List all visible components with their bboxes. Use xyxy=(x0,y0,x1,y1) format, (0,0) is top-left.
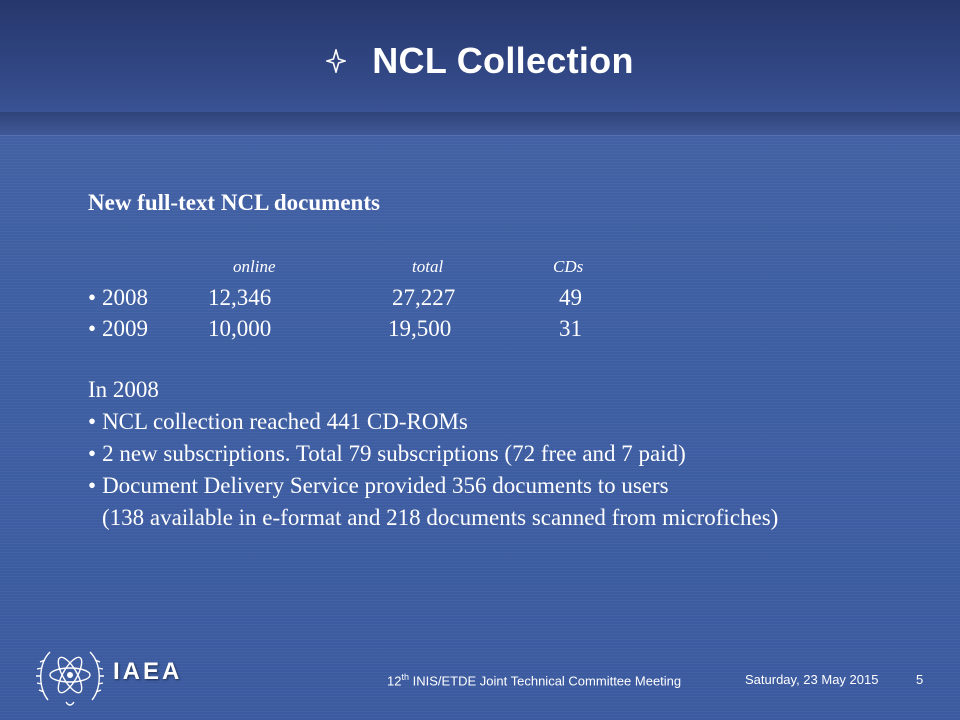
row-bullet: • xyxy=(88,316,97,341)
list-note: (138 available in e-format and 218 documents scanned from microfiches) xyxy=(102,505,779,530)
row-bullet: • xyxy=(88,285,97,310)
footer-meeting-number: 12 xyxy=(387,673,402,689)
row-cds: 31 xyxy=(559,316,582,341)
list-bullet: • xyxy=(88,409,97,434)
list-item xyxy=(88,473,669,499)
list-item-text: NCL collection reached 441 CD-ROMs xyxy=(102,409,468,434)
row-online: 10,000 xyxy=(208,316,272,341)
column-header-online: online xyxy=(233,257,276,276)
slide-title: NCL Collection xyxy=(372,40,634,81)
list-item-text: 2 new subscriptions. Total 79 subscriptions (72 free and 7 paid) xyxy=(102,441,686,466)
footer-meeting-title xyxy=(387,672,681,688)
row-total: 19,500 xyxy=(388,316,452,341)
list-item xyxy=(88,441,686,467)
list-bullet: • xyxy=(88,441,97,466)
title-area xyxy=(0,40,960,100)
row-online: 12,346 xyxy=(208,285,272,310)
footer-meeting-text: INIS/ETDE Joint Technical Committee Meeting xyxy=(408,673,682,689)
subsection-title: In 2008 xyxy=(88,377,159,402)
row-total: 27,227 xyxy=(392,285,456,310)
slide-number: 5 xyxy=(916,672,924,687)
row-cds: 49 xyxy=(559,285,582,310)
footer-meeting-ordinal: th xyxy=(401,672,409,682)
column-header-cds: CDs xyxy=(553,257,584,276)
column-header-total: total xyxy=(412,257,444,276)
row-year: 2009 xyxy=(102,316,148,341)
iaea-logo-text: IAEA xyxy=(113,658,183,685)
footer-date: Saturday, 23 May 2015 xyxy=(745,672,879,687)
row-year: 2008 xyxy=(102,285,148,310)
section-heading: New full-text NCL documents xyxy=(88,190,380,215)
list-bullet: • xyxy=(88,473,97,498)
four-point-star-outline-icon xyxy=(326,49,346,73)
list-item xyxy=(88,409,468,435)
list-item-text: Document Delivery Service provided 356 documents to users xyxy=(102,473,669,498)
iaea-emblem-icon xyxy=(36,642,104,708)
header-shadow xyxy=(0,112,960,136)
